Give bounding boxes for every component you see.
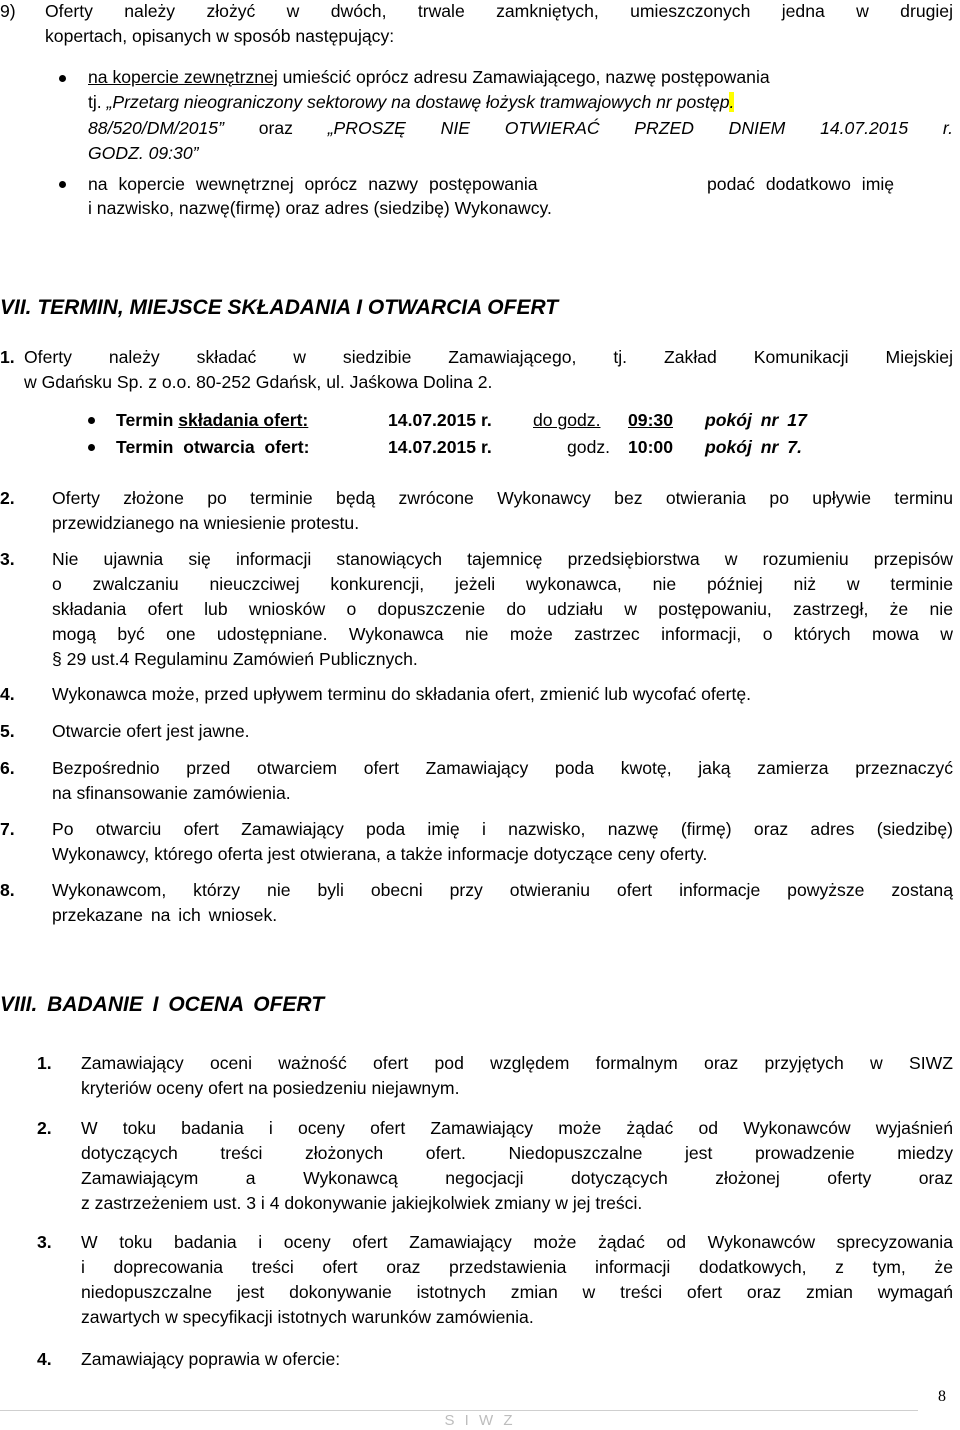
para-6-line-2: na sfinansowanie zamówienia. [52,783,291,803]
para-1-line-1: Oferty należy składać w siedzibie Zamawiającego, tj. Zakład Komunikacji Miejskiej [24,347,953,367]
envelope-inner-line-2: i nazwisko, nazwę(firmę) oraz adres (siedzibę) Wykonawcy. [88,198,552,218]
footer-divider [0,1410,918,1411]
footer-siwz: S I W Z [444,1412,516,1429]
deadline-open-date [388,436,492,458]
para-8-line-2: przekazane na ich wniosek. [52,905,278,925]
para-3-line-1: Nie ujawnia się informacji stanowiących tajemnicę przedsiębiorstwa w rozumieniu przepisów [52,549,953,569]
deadline-open-godz: godz. [567,437,611,457]
para-8-line-1: Wykonawcom, którzy nie byli obecni przy otwieraniu ofert informacje powyższe zostaną [52,880,953,900]
item-9-number: 9) [0,1,16,21]
envelope-outer-line-3 [88,117,953,139]
eval-1-line-2: kryteriów oceny ofert na posiedzeniu niejawnym. [81,1078,460,1098]
eval-2-line-3: Zamawiającym a Wykonawcą negocjacji dotyczących złożonej oferty oraz [81,1168,953,1188]
para-6-line-1: Bezpośrednio przed otwarciem ofert Zamawiający poda kwotę, jaką zamierza przeznaczyć [52,758,953,778]
para-number: 4. [0,684,15,704]
para-3-line-2: o zwalczaniu nieuczciwej konkurencji, jeżeli wykonawca, nie później niż w terminie [52,574,953,594]
section-heading-viii: VIII. BADANIE I OCENA OFERT [0,993,325,1016]
para-number: 8. [0,880,15,900]
outer-envelope-text: umieścić oprócz adresu Zamawiającego, nazwę postępowania [277,67,770,87]
bullet [88,417,95,424]
deadline-submit-room: pokój nr 17 [705,410,807,430]
do-not-open-notice: „PROSZĘ NIE OTWIERAĆ PRZED DNIEM 14.07.2015 r. [327,118,953,138]
eval-2-line-4: z zastrzeżeniem ust. 3 i 4 dokonywanie jakiejkolwiek zmiany w jej treści. [81,1193,643,1213]
para-number: 7. [0,819,15,839]
deadline-submit-do: do godz. [533,410,601,430]
highlighted-dot: . [729,92,735,112]
para-3-line-3: składania ofert lub wniosków o dopuszczenie do udziału w postępowaniu, zastrzegł, że nie [52,599,953,619]
deadline-open-room: pokój nr 7. [705,437,802,457]
termin-text: Termin [116,410,179,430]
para-2-line-2: przewidzianego na wniesienie protestu. [52,513,360,533]
bullet [59,75,66,82]
tender-title: „Przetarg nieograniczony sektorowy na dostawę łożysk tramwajowych nr postęp [106,92,730,112]
para-number: 3. [0,549,15,569]
deadline-submit-date: 14.07.2015 r. [388,410,492,430]
eval-3-line-4: zawartych w specyfikacji istotnych warunków zamówienia. [81,1307,534,1327]
para-number: 3. [37,1232,52,1252]
oraz-text: oraz [223,118,328,138]
eval-1-line-1: Zamawiający oceni ważność ofert pod względem formalnym oraz przyjętych w SIWZ [81,1053,953,1073]
eval-3-line-1: W toku badania i oceny ofert Zamawiający może żądać od Wykonawców sprecyzowania [81,1232,953,1252]
item-9-line-2: kopertach, opisanych w sposób następujący: [45,26,395,46]
submit-text: składania ofert: [178,410,309,430]
envelope-outer-line-1 [88,66,770,88]
envelope-inner-line-1b: podać dodatkowo imię [707,174,895,194]
para-7-line-2: Wykonawcy, którego oferta jest otwierana, a także informacje dotyczące ceny oferty. [52,844,708,864]
deadline-submit-time: 09:30 [628,410,673,430]
para-3-line-4: mogą być one udostępniane. Wykonawca nie może zastrzec informacji, o których mowa w [52,624,953,644]
outer-envelope-label: na kopercie zewnętrznej [88,67,278,87]
eval-2-line-1: W toku badania i oceny ofert Zamawiający może żądać od Wykonawców wyjaśnień [81,1118,953,1138]
eval-4-line-1: Zamawiający poprawia w ofercie: [81,1349,341,1369]
tender-number: 88/520/DM/2015” [88,118,224,138]
para-number: 1. [0,347,15,367]
open-date-text: 14.07.2015 r. [388,437,492,457]
eval-3-line-2: i doprecowania treści ofert oraz przedstawienia informacji dodatkowych, z tym, że [81,1257,953,1277]
envelope-outer-line-2 [88,91,734,113]
eval-3-line-3: niedopuszczalne jest dokonywanie istotnych zmian w treści ofert oraz zmian wymagań [81,1282,953,1302]
para-2-line-1: Oferty złożone po terminie będą zwrócone Wykonawcy bez otwierania po upływie terminu [52,488,953,508]
para-5-line-1: Otwarcie ofert jest jawne. [52,721,250,741]
tj-prefix: tj. [88,92,107,112]
eval-2-line-2: dotyczących treści złożonych ofert. Niedopuszczalne jest prowadzenie miedzy [81,1143,953,1163]
para-1-line-2: w Gdańsku Sp. z o.o. 80-252 Gdańsk, ul. Jaśkowa Dolina 2. [24,372,493,392]
bullet [88,444,95,451]
para-number: 5. [0,721,15,741]
para-7-line-1: Po otwarciu ofert Zamawiający poda imię i nazwisko, nazwę (firmę) oraz adres (siedzibę) [52,819,953,839]
envelope-inner-line-1a: na kopercie wewnętrznej oprócz nazwy postępowania [88,174,538,194]
section-heading-vii: VII. TERMIN, MIEJSCE SKŁADANIA I OTWARCIA OFERT [0,296,559,319]
para-3-line-5: § 29 ust.4 Regulaminu Zamówień Publicznych. [52,649,418,669]
para-number: 6. [0,758,15,778]
deadline-submit-label [116,409,308,431]
bullet [59,181,66,188]
para-number: 1. [37,1053,52,1073]
para-number: 4. [37,1349,52,1369]
para-4-line-1: Wykonawca może, przed upływem terminu do składania ofert, zmienić lub wycofać ofertę. [52,684,752,704]
page-number: 8 [938,1388,946,1405]
deadline-open-label: Termin otwarcia ofert: [116,437,310,457]
para-number: 2. [0,488,15,508]
deadline-open-time: 10:00 [628,437,673,457]
para-number: 2. [37,1118,52,1138]
item-9-line-1: Oferty należy złożyć w dwóch, trwale zamkniętych, umieszczonych jedna w drugiej [45,1,953,21]
envelope-outer-line-4: GODZ. 09:30” [88,143,199,163]
